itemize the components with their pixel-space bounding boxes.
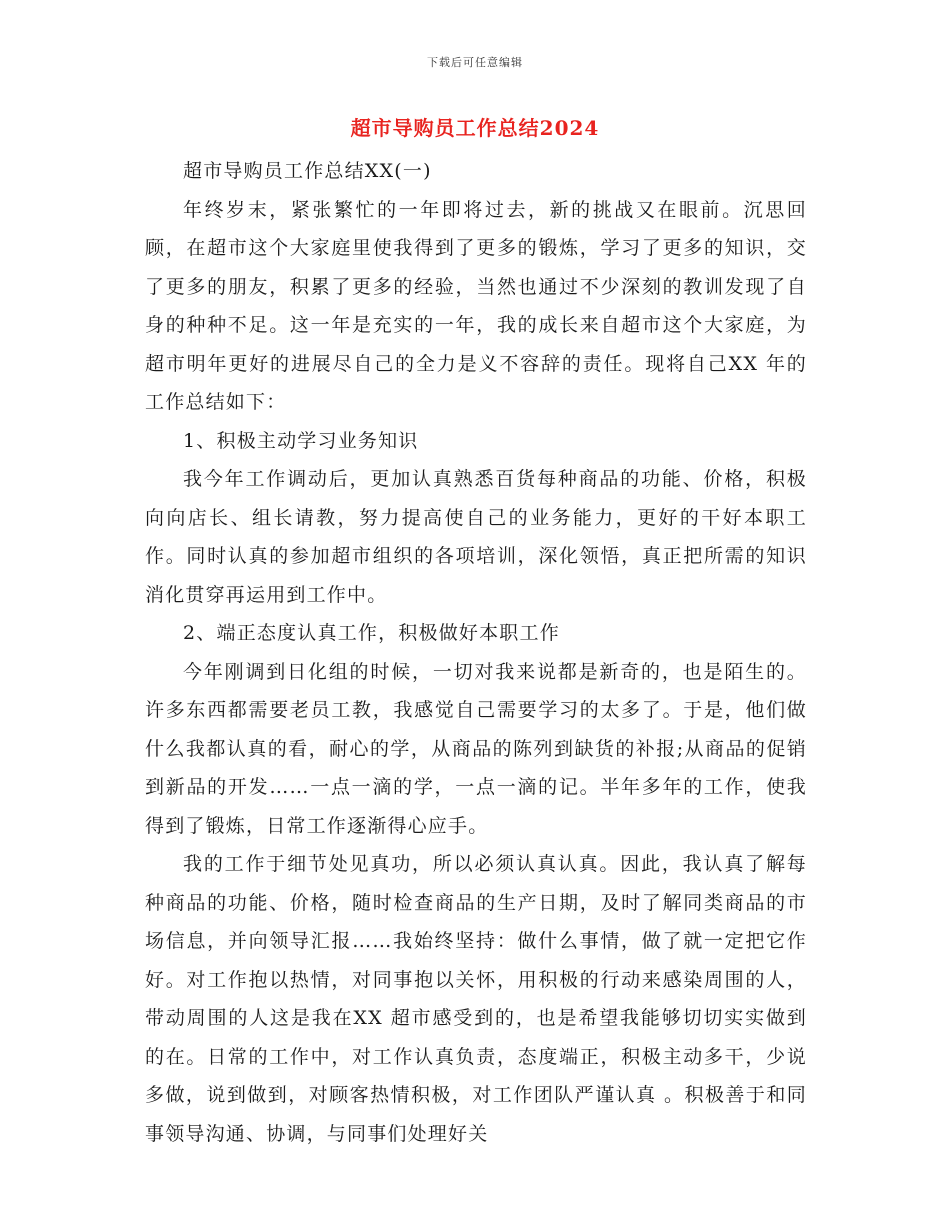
section-heading-1: 1、积极主动学习业务知识 <box>183 429 419 452</box>
document-body <box>145 152 807 1153</box>
sub-title: 超市导购员工作总结XX(一) <box>183 160 432 182</box>
header-note: 下载后可任意编辑 <box>427 56 523 69</box>
section-paragraph-1: 我今年工作调动后，更加认真熟悉百货每种商品的功能、价格，积极向向店长、组长请教，努力提高使自己的业务能力，更好的干好本职工作。同时认真的参加超市组织的各项培训，深化领悟，真正把所需的知识消化贯穿再运用到工作中。 <box>145 468 807 606</box>
document-title: 超市导购员工作总结2024 <box>350 116 600 140</box>
section-paragraph-3: 我的工作于细节处见真功，所以必须认真认真。因此，我认真了解每种商品的功能、价格，随时检查商品的生产日期，及时了解同类商品的市场信息，并向领导汇报……我始终坚持：做什么事情，做了就一定把它作好。对工作抱以热情，对同事抱以关怀，用积极的行动来感染周围的人，带动周围的人这是我在XX 超市感受到的，也是希望我能够切切实实做到的在。日常的工作中，对工作认真负责，态度端正，积极主动多干，少说多做，说到做到，对顾客热情积极，对工作团队严谨认真 。积极善于和同事领导沟通、协调，与同事们处理好关 <box>145 853 807 1145</box>
section-heading-2: 2、端正态度认真工作，积极做好本职工作 <box>183 622 560 644</box>
section-paragraph-2: 今年刚调到日化组的时候，一切对我来说都是新奇的，也是陌生的。许多东西都需要老员工教，我感觉自己需要学习的太多了。于是，他们做什么我都认真的看，耐心的学，从商品的陈列到缺货的补报;从商品的促销到新品的开发……一点一滴的学，一点一滴的记。半年多年的工作，使我得到了锻炼，日常工作逐渐得心应手。 <box>145 660 807 837</box>
intro-paragraph: 年终岁末，紧张繁忙的一年即将过去，新的挑战又在眼前。沉思回顾，在超市这个大家庭里使我得到了更多的锻炼，学习了更多的知识，交了更多的朋友，积累了更多的经验，当然也通过不少深刻的教训发现了自身的种种不足。这一年是充实的一年，我的成长来自超市这个大家庭，为超市明年更好的进展尽自己的全力是义不容辞的责任。现将自己XX 年的工作总结如下： <box>145 198 807 413</box>
